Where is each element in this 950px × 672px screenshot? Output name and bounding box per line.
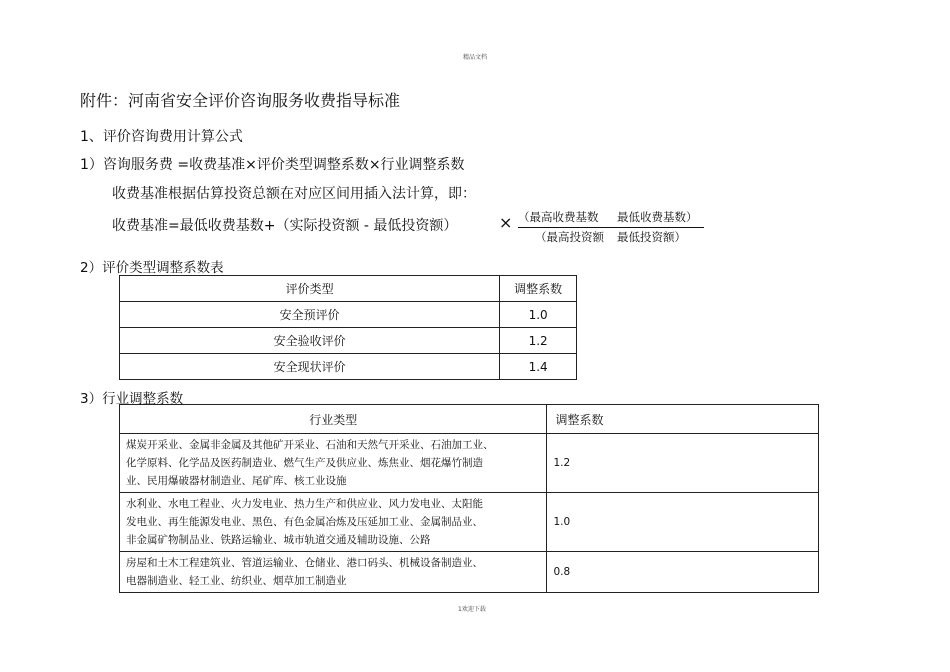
fraction-denominator-a: （最高投资额 [535,230,604,244]
table-header-row [120,276,577,302]
header-coefficient: 调整系数 [547,405,819,434]
table-row [120,354,577,380]
industry-type-cell [120,493,547,552]
header-eval-type: 评价类型 [120,276,500,302]
header-industry-type: 行业类型 [120,405,547,434]
industry-type-cell [120,434,547,493]
page-header-mark: 精品文档 [463,54,488,61]
fraction-bar [518,227,704,228]
table-row [120,552,819,593]
coefficient-cell: 0.8 [547,552,819,593]
industry-line: 房屋和土木工程建筑业、管道运输业、仓储业、港口码头、机械设备制造业、 [126,557,483,569]
table-header-row [120,405,819,434]
fraction-numerator-b: 最低收费基数） [617,210,698,224]
formula-base-fee: 收费基准=最低收费基数+（实际投资额 - 最低投资额） [112,218,458,234]
coefficient-cell: 1.0 [547,493,819,552]
section-1-heading: 1、评价咨询费用计算公式 [80,129,243,145]
evaluation-type-table [119,275,577,380]
industry-line: 煤炭开采业、金属非金属及其他矿开采业、石油和天然气开采业、石油加工业、 [126,439,494,451]
industry-line: 发电业、再生能源发电业、黑色、有色金属冶炼及压延加工业、金属制品业、 [126,516,483,528]
eval-type-cell: 安全现状评价 [120,354,500,380]
document-title: 附件：河南省安全评价咨询服务收费指导标准 [80,91,401,110]
coefficient-cell: 1.2 [547,434,819,493]
formula-consulting-fee: 1）咨询服务费 =收费基准×评价类型调整系数×行业调整系数 [80,157,465,173]
table-row [120,328,577,354]
coefficient-cell: 1.0 [500,302,577,328]
industry-line: 业、民用爆破器材制造业、尾矿库、核工业设施 [126,475,347,487]
industry-type-cell [120,552,547,593]
table-row [120,493,819,552]
table-row [120,434,819,493]
section-2-heading: 2）评价类型调整系数表 [80,260,224,276]
industry-line: 非金属矿物制品业、铁路运输业、城市轨道交通及辅助设施、公路 [126,534,431,546]
eval-type-cell: 安全验收评价 [120,328,500,354]
coefficient-cell: 1.2 [500,328,577,354]
fraction-numerator-a: （最高收费基数 [518,210,599,224]
multiply-sign: × [499,213,513,232]
industry-line: 水利业、水电工程业、火力发电业、热力生产和供应业、风力发电业、太阳能 [126,498,483,510]
page-footer-mark: 1欢迎下载 [458,606,486,613]
industry-line: 化学原料、化学品及医药制造业、燃气生产及供应业、炼焦业、烟花爆竹制造 [126,457,483,469]
header-coefficient: 调整系数 [500,276,577,302]
table-row [120,302,577,328]
section-3-heading: 3）行业调整系数 [80,391,184,407]
fraction-denominator-b: 最低投资额） [617,230,686,244]
coefficient-cell: 1.4 [500,354,577,380]
industry-line: 电器制造业、轻工业、纺织业、烟草加工制造业 [126,575,347,587]
eval-type-cell: 安全预评价 [120,302,500,328]
formula-description: 收费基准根据估算投资总额在对应区间用插入法计算，即： [112,186,476,202]
industry-coefficient-table [119,404,819,593]
